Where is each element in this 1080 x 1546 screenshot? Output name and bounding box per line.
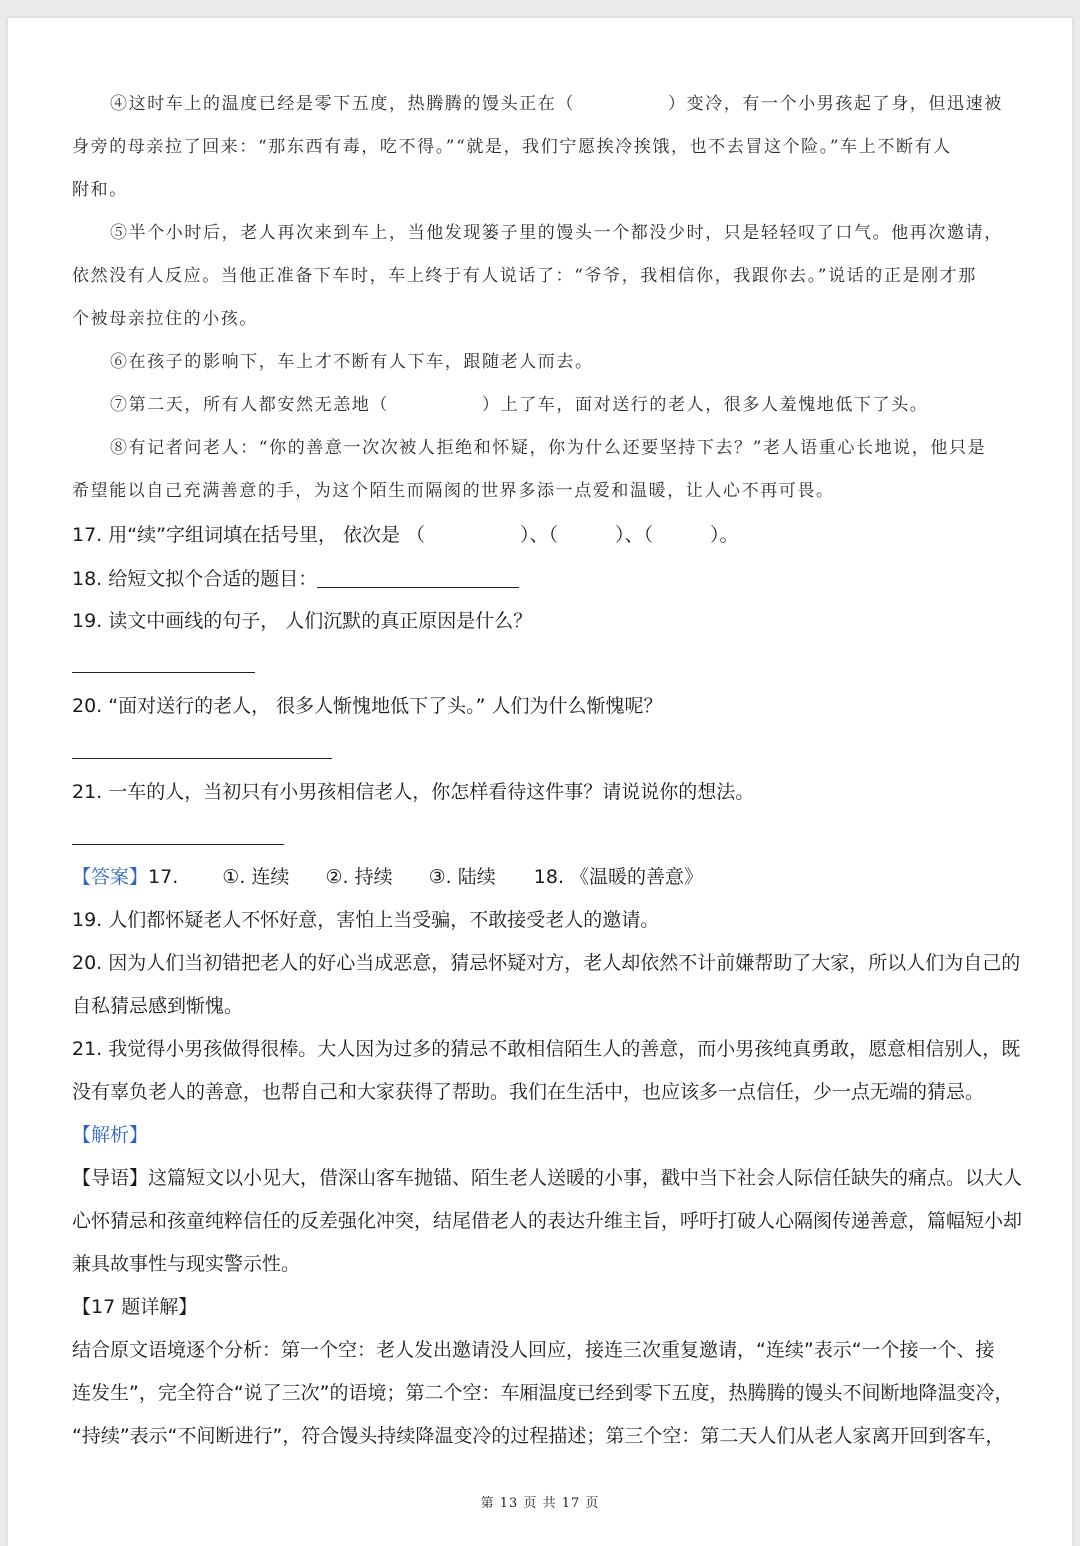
page-footer: 第 13 页 共 17 页 [480,1496,600,1511]
answer-row [72,868,1040,887]
analysis-intro-line-1: 【导语】这篇短文以小见大，借深山客车抛锚、陌生老人送暖的小事，戳中当下社会人际信任缺失的痛点。以大人 [72,1167,1023,1189]
analysis-q17-line-1: 结合原文语境逐个分析：第一个空：老人发出邀请没人回应，接连三次重复邀请，“连续”表示“一个接一个、接 [72,1339,995,1361]
answer-17-item: ②. 持续 [325,866,393,888]
answer-line [72,758,332,759]
passage-p5-line-3: 个被母亲拉住的小孩。 [72,309,258,329]
answer-19: 19. 人们都怀疑老人不怀好意，害怕上当受骗，不敢接受老人的邀请。 [72,909,660,931]
passage-p4-line-3: 附和。 [72,180,128,200]
passage-p8-line-2: 希望能以自己充满善意的手，为这个陌生而隔阂的世界多添一点爱和温暖，让人心不再可畏。 [72,481,835,501]
analysis-q17-line-2: 连发生”，完全符合“说了三次”的语境；第二个空：车厢温度已经到零下五度，热腾腾的馒头不间断地降温变冷， [72,1382,1014,1404]
answer-21-line-1: 21. 我觉得小男孩做得很棒。大人因为过多的猜忌不敢相信陌生人的善意，而小男孩纯真勇敢，愿意相信别人，既 [72,1038,1021,1060]
question-18-text: 18. 给短文拟个合适的题目： [72,568,318,590]
answer-tag: 【答案】 [72,866,149,888]
analysis-intro-line-2: 心怀猜忌和孩童纯粹信任的反差强化冲突，结尾借老人的表达升维主旨，呼吁打破人心隔阂传递善意，篇幅短小却 [72,1210,1023,1232]
answer-blank [317,569,519,588]
question-19: 19. 读文中画线的句子， 人们沉默的真正原因是什么？ [72,610,533,632]
answer-line [72,672,255,673]
question-20: 20. “面对送行的老人， 很多人惭愧地低下了头。” 人们为什么惭愧呢？ [72,695,663,717]
passage-p8-line-1: ⑧有记者问老人：“你的善意一次次被人拒绝和怀疑，你为什么还要坚持下去？”老人语重心长地说，他只是 [110,438,987,458]
answer-20-line-1: 20. 因为人们当初错把老人的好心当成恶意，猜忌怀疑对方，老人却依然不计前嫌帮助了大家，所以人们为自己的 [72,952,1021,974]
passage-p7: ⑦第二天，所有人都安然无恙地（ ）上了车，面对送行的老人，很多人羞愧地低下了头。 [110,395,929,415]
passage-p5-line-1: ⑤半个小时后，老人再次来到车上，当他发现篓子里的馒头一个都没少时，只是轻轻叹了口气。他再次邀请， [110,223,1003,243]
question-21: 21. 一车的人，当初只有小男孩相信老人，你怎样看待这件事？请说说你的想法。 [72,781,755,803]
passage-p5-line-2: 依然没有人反应。当他正准备下车时，车上终于有人说话了：“爷爷，我相信你，我跟你去。”说话的正是刚才那 [72,266,977,286]
answer-17-item: ③. 陆续 [428,866,496,888]
answer-line [72,844,284,845]
document-page [8,18,1072,1546]
question-18 [72,569,1040,589]
analysis-q17-line-3: “持续”表示“不间断进行”，符合馒头持续降温变冷的过程描述；第三个空：第二天人们从老人家离开回到客车， [72,1425,1005,1447]
answer-21-line-2: 没有辜负老人的善意，也帮自己和大家获得了帮助。我们在生活中，也应该多一点信任，少一点无端的猜忌。 [72,1081,985,1103]
analysis-intro-line-3: 兼具故事性与现实警示性。 [72,1253,301,1275]
answer-17-head: 17. [148,866,179,888]
answer-18: 18. 《温暖的善意》 [533,866,704,888]
passage-p6: ⑥在孩子的影响下，车上才不断有人下车，跟随老人而去。 [110,352,594,372]
answer-17-item: ①. 连续 [222,866,290,888]
passage-p4-line-1: ④这时车上的温度已经是零下五度，热腾腾的馒头正在（ ）变冷，有一个小男孩起了身，但迅速被 [110,94,1003,114]
analysis-tag: 【解析】 [72,1124,149,1146]
question-17: 17. 用“续”字组词填在括号里， 依次是 （ ）、（ ）、（ ）。 [72,524,739,546]
answer-20-line-2: 自私猜忌感到惭愧。 [72,995,244,1017]
passage-p4-line-2: 身旁的母亲拉了回来：“那东西有毒，吃不得。”“就是，我们宁愿挨冷挨饿，也不去冒这个险。”车上不断有人 [72,137,952,157]
analysis-q17-title: 【17 题详解】 [72,1296,198,1318]
